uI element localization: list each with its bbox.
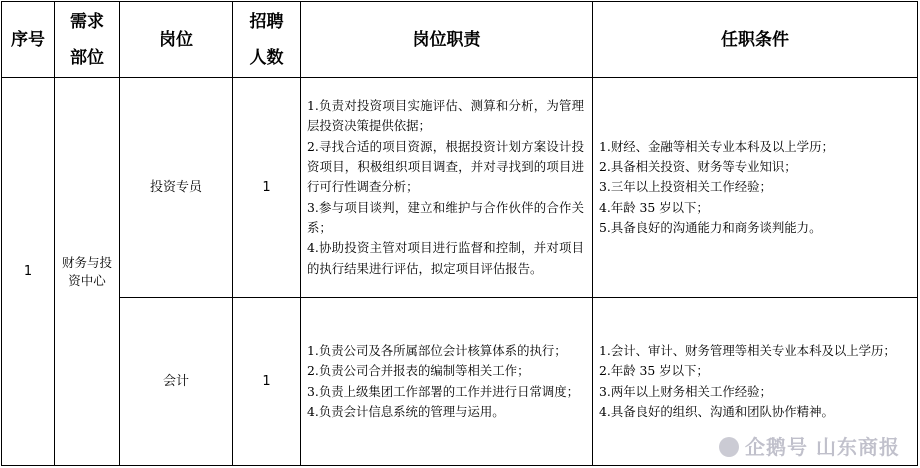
duties-cell [301,298,593,466]
requirement-item: 3.两年以上财务相关工作经验； [599,383,772,399]
hire-count-cell [233,298,301,466]
requirement-item: 4.具备良好的组织、沟通和团队协作精神。 [599,403,834,419]
duty-item: 4.协助投资主管对项目进行监督和控制，并对项目的执行结果进行评估，拟定项目评估报告。 [307,240,584,276]
department-value: 财务与投资中心 [61,254,112,288]
header-department [55,2,120,78]
position-cell [120,78,233,298]
seq-value: 1 [23,263,33,279]
watermark [719,431,900,460]
penguin-logo-icon [719,437,739,457]
hire-count: 1 [262,179,271,195]
requirement-item: 2.年龄 35 岁以下； [599,363,709,379]
header-row [2,2,918,78]
watermark-text: 企鹅号 山东商报 [745,435,900,459]
requirement-item: 4.年龄 35 岁以下； [599,199,709,215]
requirement-item: 1.财经、金融等相关专业本科及以上学历； [599,138,834,154]
requirement-item: 5.具备良好的沟通能力和商务谈判能力。 [599,219,822,235]
header-department-line2: 部位 [70,47,104,68]
position-title: 投资专员 [149,179,202,195]
duty-item: 3.负责上级集团工作部署的工作并进行日常调度； [307,383,580,399]
requirement-item: 1.会计、审计、财务管理等相关专业本科及以上学历； [599,342,896,358]
header-requirements: 任职条件 [593,2,918,78]
duty-item: 2.寻找合适的项目资源，根据投资计划方案设计投资项目，积极组织项目调查，并对寻找到的项目进行可行性调查分析； [307,138,584,195]
job-table [1,1,918,466]
hire-count: 1 [262,373,271,389]
header-position: 岗位 [120,2,233,78]
department-cell [55,78,120,466]
duty-item: 4.负责会计信息系统的管理与运用。 [307,403,505,419]
duty-item: 2.负责公司合并报表的编制等相关工作； [307,363,530,379]
position-title: 会计 [162,373,189,389]
header-department-line1: 需求 [70,11,104,32]
requirements-cell [593,78,918,298]
duties-cell [301,78,593,298]
header-duties: 岗位职责 [301,2,593,78]
header-seq: 序号 [2,2,55,78]
duty-item: 1.负责对投资项目实施评估、测算和分析，为管理层投资决策提供依据； [307,98,584,134]
duty-item: 3.参与项目谈判，建立和维护与合作伙伴的合作关系； [307,199,584,235]
seq-cell [2,78,55,466]
header-hire-line1: 招聘 [249,11,284,32]
header-hire-count [233,2,301,78]
header-hire-line2: 人数 [249,47,284,68]
requirement-item: 3.三年以上投资相关工作经验； [599,179,772,195]
hire-count-cell [233,78,301,298]
position-cell [120,298,233,466]
requirement-item: 2.具备相关投资、财务等专业知识； [599,159,797,175]
table-row [2,78,918,298]
duty-item: 1.负责公司及各所属部位会计核算体系的执行； [307,342,567,358]
